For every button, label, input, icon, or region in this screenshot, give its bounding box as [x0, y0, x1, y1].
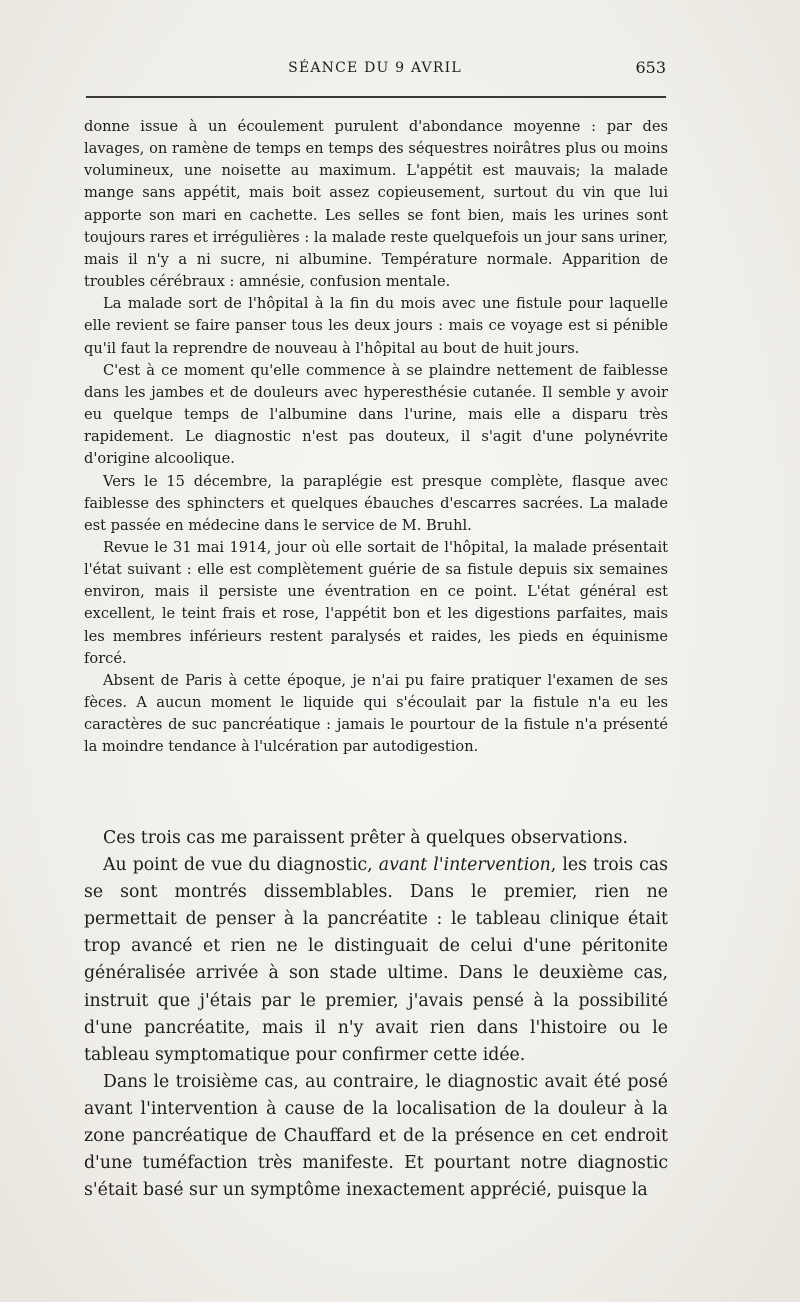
- paragraph: [84, 852, 668, 1069]
- running-head: [84, 56, 666, 88]
- paragraph: C'est à ce moment qu'elle commence à se plaindre nettement de faiblesse dans les jambes et de douleurs avec hyperesthésie cutanée. Il semble y avoir eu quelque temps de l'albumine dans l'urine, mais elle a disparu très rapidement. Le diagnostic n'est pas douteux, il s'agit d'une polynévrite d'origine alcoolique.: [84, 361, 668, 468]
- discussion-text: [84, 825, 668, 1204]
- italic-phrase: avant l'intervention: [378, 855, 551, 876]
- page-number: 653: [635, 58, 666, 77]
- running-title: SÉANCE DU 9 AVRIL: [288, 60, 462, 76]
- paragraph-text: , les trois cas se sont montrés dissemblables. Dans le premier, rien ne permettait de penser à la pancréatite : le tableau clinique était trop avancé et rien ne le distinguait de celui d'une péritonite généralisée arrivée à son stade ultime. Dans le deuxième cas, instruit que j'étais par le premier, j'avais pensé à la possibilité d'une pancréatite, mais il n'y avait rien dans l'histoire ou le tableau symptomatique pour confirmer cette idée.: [84, 855, 668, 1065]
- paragraph: Revue le 31 mai 1914, jour où elle sortait de l'hôpital, la malade présentait l'état suivant : elle est complètement guérie de sa fistule depuis six semaines environ, mais il persiste une éventration en ce point. L'état général est excellent, le teint frais et rose, l'appétit bon et les digestions parfaites, mais les membres inférieurs restent paralysés et raides, les pieds en équinisme forcé.: [84, 538, 668, 667]
- paragraph: La malade sort de l'hôpital à la fin du mois avec une fistule pour laquelle elle revient se faire panser tous les deux jours : mais ce voyage est si pénible qu'il faut la reprendre de nouveau à l'hôpital au bout de huit jours.: [84, 295, 668, 357]
- paragraph: Dans le troisième cas, au contraire, le diagnostic avait été posé avant l'intervention à cause de la localisation de la douleur à la zone pancréatique de Chauffard et de la présence en cet endroit d'une tuméfaction très manifeste. Et pourtant notre diagnostic s'était basé sur un symptôme inexactement apprécié, puisque la: [84, 1071, 668, 1201]
- paragraph-text: Au point de vue du diagnostic,: [103, 855, 379, 876]
- paragraph: Vers le 15 décembre, la paraplégie est presque complète, flasque avec faiblesse des sphincters et quelques ébauches d'escarres sacrées. La malade est passée en médecine dans le service de M. Bruhl.: [84, 472, 668, 534]
- paragraph: Absent de Paris à cette époque, je n'ai pu faire pratiquer l'examen de ses fèces. A aucun moment le liquide qui s'écoulait par la fistule n'a eu les caractères de suc pancréatique : jamais le pourtour de la fistule n'a présenté la moindre tendance à l'ulcération par autodigestion.: [84, 671, 668, 756]
- paragraph: Ces trois cas me paraissent prêter à quelques observations.: [103, 828, 629, 848]
- paragraph: donne issue à un écoulement purulent d'abondance moyenne : par des lavages, on ramène de temps en temps des séquestres noirâtres plus ou moins volumineux, une noisette au maximum. L'appétit est mauvais; la malade mange sans appétit, mais boit assez copieusement, surtout du vin que lui apporte son mari en cachette. Les selles se font bien, mais les urines sont toujours rares et irrégulières : la malade reste quelquefois un jour sans uriner, mais il n'y a ni sucre, ni albumine. Température normale. Apparition de troubles cérébraux : amnésie, confusion mentale.: [84, 118, 668, 291]
- header-rule: [86, 96, 666, 98]
- case-report-text: [84, 116, 668, 759]
